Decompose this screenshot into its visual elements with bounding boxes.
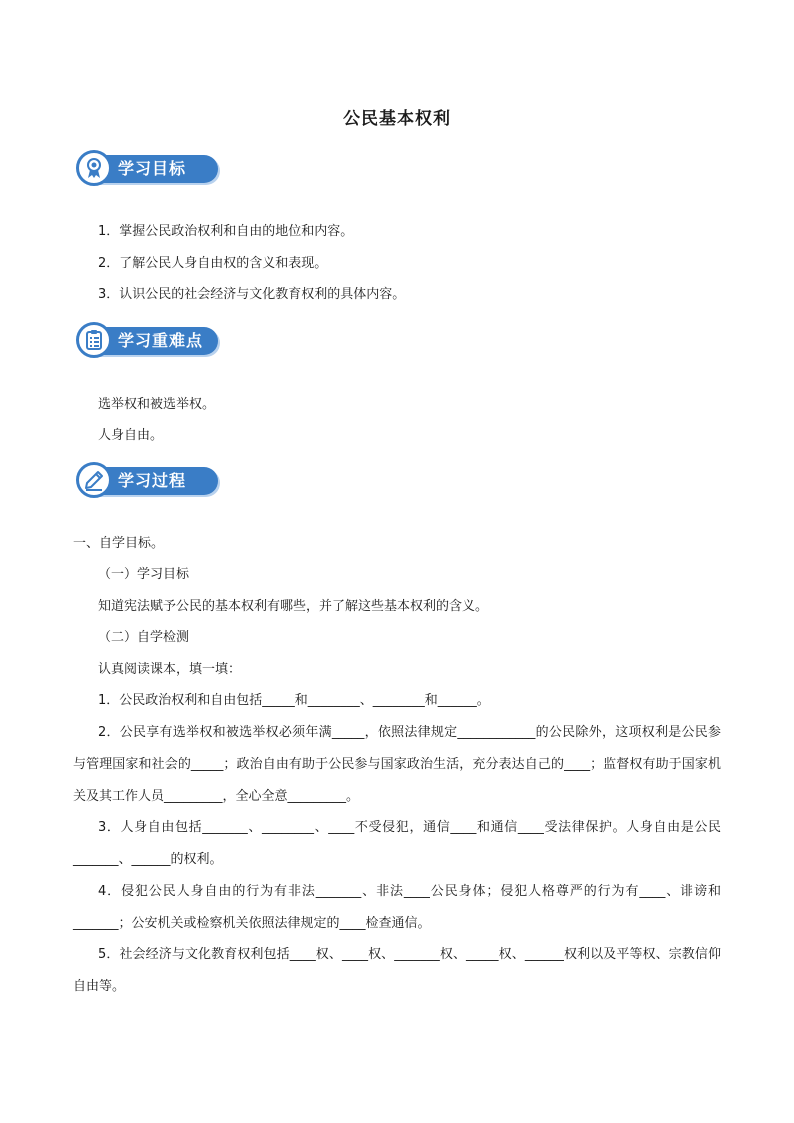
goal-item: 1．掌握公民政治权利和自由的地位和内容。 [98, 224, 354, 239]
question-2: 2．公民享有选举权和被选举权必须年满_____，依照法律规定____________的公民除外，这项权利是公民参与管理国家和社会的_____；政治自由有助于公民参与国家政治生活，充分表达自己的____；监督权有助于国家机关及其工作人员_________，全心全意_________。 [73, 725, 721, 804]
question-3: 3．人身自由包括_______、________、____不受侵犯，通信____和通信____受法律保护。人身自由是公民_______、______的权利。 [73, 820, 721, 867]
goal-item: 3．认识公民的社会经济与文化教育权利的具体内容。 [98, 287, 406, 302]
goal-item: 2．了解公民人身自由权的含义和表现。 [98, 256, 328, 271]
page-title: 公民基本权利 [343, 109, 451, 129]
paragraph: 知道宪法赋予公民的基本权利有哪些，并了解这些基本权利的含义。 [98, 599, 489, 614]
section-banner-goals [76, 150, 221, 190]
question-1: 1．公民政治权利和自由包括_____和________、________和______。 [98, 693, 490, 708]
key-point-item: 人身自由。 [98, 428, 164, 443]
section-heading-key-points: 学习重难点 [118, 331, 204, 350]
section-heading-process: 学习过程 [118, 471, 187, 490]
key-point-item: 选举权和被选举权。 [98, 397, 216, 412]
question-5: 5．社会经济与文化教育权利包括____权、____权、_______权、_____权、______权利以及平等权、宗教信仰自由等。 [73, 947, 721, 994]
section-banner-key-points [76, 322, 221, 362]
section-heading-goals: 学习目标 [118, 159, 187, 178]
award-ribbon-icon [76, 150, 112, 186]
sub-heading: （二）自学检测 [98, 630, 190, 645]
question-4: 4．侵犯公民人身自由的行为有非法_______、非法____公民身体；侵犯人格尊严的行为有____、诽谤和_______；公安机关或检察机关依照法律规定的____检查通信。 [73, 884, 721, 931]
paragraph: 认真阅读课本，填一填： [98, 662, 242, 677]
pencil-edit-icon [76, 462, 112, 498]
clipboard-checklist-icon [76, 322, 112, 358]
section-banner-process [76, 462, 221, 502]
sub-heading: （一）学习目标 [98, 567, 190, 582]
part-heading: 一、自学目标。 [73, 536, 165, 551]
